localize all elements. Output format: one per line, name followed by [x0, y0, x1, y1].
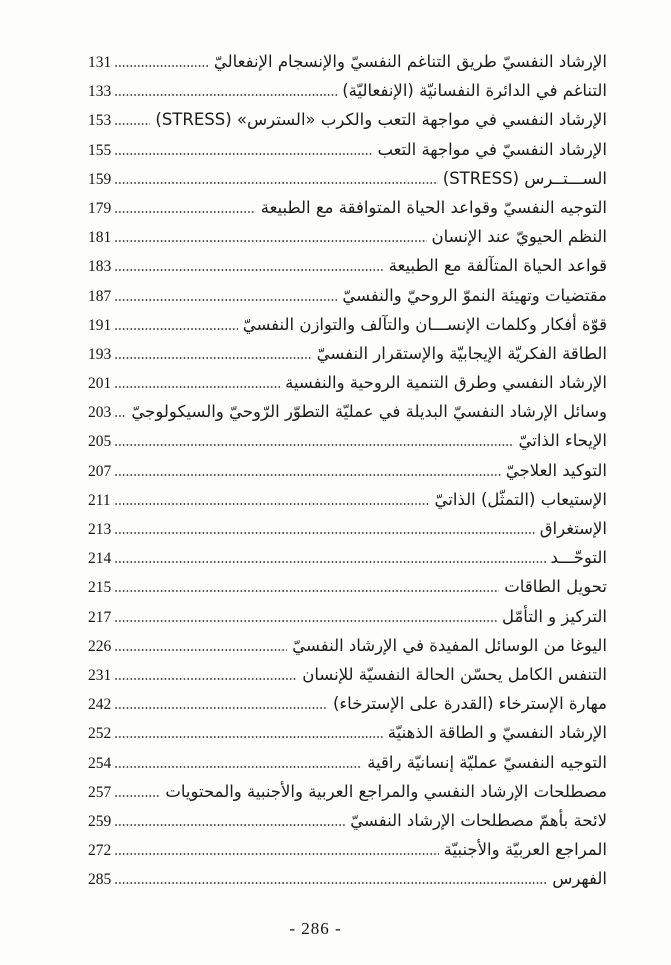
footer-page-number: - 286 - — [289, 919, 342, 938]
dotted-leader — [115, 824, 345, 826]
toc-entry-title: التناغم في الدائرة النفسانيّة (الإنفعاليّة) — [342, 81, 607, 101]
toc-entry-title: الإستيعاب (التمثّل) الذاتيّ — [434, 489, 607, 509]
toc-entry-title: التركيز و التأمّل — [501, 606, 607, 626]
toc-entry-title: الإيحاء الذاتيّ — [518, 431, 607, 451]
dotted-leader — [115, 123, 150, 125]
toc-entry — [88, 251, 607, 280]
toc-entry-title: التوجيه النفسيّ وقواعد الحياة المتوافقة مع الطبيعة — [260, 197, 607, 217]
toc-entry-title: الإستغراق — [539, 519, 607, 538]
toc-entry-title: التنفس الكامل يحسّن الحالة النفسيّة للإنسان — [302, 664, 607, 684]
toc-entry-title: التوجيه النفسيّ عمليّة إنسانيّة راقية — [367, 752, 607, 772]
toc-entry-page-number: 159 — [88, 170, 112, 188]
toc-entry-title: الإرشاد النفسي وطرق التنمية الروحية والنفسية — [285, 373, 607, 393]
toc-entry-title: الفهرس — [552, 869, 607, 889]
toc-entry — [88, 76, 607, 105]
toc-entry-page-number: 226 — [88, 637, 112, 655]
toc-entry-page-number: 254 — [88, 754, 112, 772]
toc-entry-title: قوّة أفكار وكلمات الإنســـان والتآلف والتوازن النفسيّ — [242, 314, 607, 334]
toc-entry-title: التوحّـــد — [550, 548, 607, 568]
dotted-leader — [115, 766, 362, 768]
dotted-leader — [115, 561, 545, 563]
toc-entry-page-number: 131 — [88, 54, 112, 71]
toc-entry-page-number: 259 — [88, 812, 112, 830]
dotted-leader — [115, 649, 287, 651]
toc-entry — [88, 748, 607, 777]
toc-entry — [88, 689, 607, 718]
dotted-leader — [115, 882, 547, 884]
dotted-leader — [115, 620, 497, 622]
dotted-leader — [115, 590, 499, 592]
toc-entry — [88, 718, 607, 747]
toc-entry-title: لائحة بأهمّ مصطلحات الإرشاد النفسيّ — [350, 810, 607, 830]
toc-list — [88, 47, 607, 893]
toc-entry-page-number: 193 — [88, 345, 112, 363]
toc-entry-page-number: 155 — [88, 141, 112, 159]
toc-entry-title: تحويل الطاقات — [504, 577, 607, 597]
toc-entry-page-number: 153 — [88, 112, 112, 130]
dotted-leader — [115, 182, 438, 184]
dotted-leader — [115, 853, 438, 855]
toc-entry-title: الإرشاد النفسيّ في مواجهة التعب — [377, 139, 607, 159]
toc-entry-page-number: 272 — [88, 842, 112, 860]
toc-entry — [88, 339, 607, 368]
toc-entry-page-number: 214 — [88, 550, 112, 568]
toc-entry-title: التوكيد العلاجيّ — [505, 460, 607, 480]
toc-entry — [88, 543, 607, 572]
toc-entry-title: مصطلحات الإرشاد النفسي والمراجع العربية والأجنبية والمحتويات — [165, 781, 607, 801]
toc-entry-page-number: 217 — [88, 608, 112, 626]
toc-entry — [88, 135, 607, 164]
toc-entry — [88, 602, 607, 631]
toc-entry-page-number: 179 — [88, 199, 112, 217]
toc-entry-page-number: 211 — [88, 491, 111, 509]
toc-entry-page-number: 242 — [88, 696, 112, 714]
toc-entry — [88, 485, 607, 514]
dotted-leader — [115, 240, 426, 242]
toc-entry-title: مهارة الإسترخاء (القدرة على الإسترخاء) — [332, 694, 607, 714]
toc-entry-page-number: 191 — [88, 316, 112, 334]
toc-entry-page-number: 187 — [88, 287, 112, 305]
dotted-leader — [115, 474, 501, 476]
dotted-leader — [115, 532, 535, 534]
toc-entry-page-number: 201 — [88, 375, 112, 393]
dotted-leader — [115, 153, 372, 155]
toc-entry — [88, 631, 607, 660]
toc-entry-title: الســـتــرس (STRESS) — [442, 168, 607, 188]
toc-entry-page-number: 213 — [88, 521, 112, 538]
toc-entry-page-number: 183 — [88, 258, 112, 276]
toc-entry — [88, 281, 607, 310]
toc-entry-page-number: 215 — [88, 579, 112, 597]
toc-entry — [88, 310, 607, 339]
dotted-leader — [115, 328, 237, 330]
dotted-leader — [115, 736, 383, 738]
toc-entry-title: النظم الحيويّ عند الإنسان — [431, 227, 607, 247]
dotted-leader — [115, 386, 280, 388]
toc-entry — [88, 222, 607, 251]
toc-entry — [88, 456, 607, 485]
toc-entry — [88, 660, 607, 689]
dotted-leader — [115, 415, 126, 417]
toc-entry-page-number: 205 — [88, 433, 112, 451]
toc-entry — [88, 835, 607, 864]
dotted-leader — [115, 707, 328, 709]
toc-entry-title: الإرشاد النفسي في مواجهة التعب والكرب «السترس» (STRESS) — [155, 110, 607, 130]
toc-entry — [88, 572, 607, 601]
toc-entry — [88, 514, 607, 543]
toc-entry-page-number: 257 — [88, 783, 112, 801]
toc-entry-title: مقتضيات وتهيئة النموّ الروحيّ والنفسيّ — [342, 285, 607, 305]
toc-entry — [88, 426, 607, 455]
toc-entry-page-number: 181 — [88, 229, 112, 247]
toc-entry — [88, 806, 607, 835]
toc-entry — [88, 105, 607, 134]
toc-entry — [88, 368, 607, 397]
toc-entry-title: الإرشاد النفسيّ و الطاقة الذهنيّة — [387, 723, 607, 743]
toc-entry — [88, 777, 607, 806]
dotted-leader — [115, 94, 337, 96]
toc-entry-page-number: 207 — [88, 462, 112, 480]
toc-entry-title: الإرشاد النفسيّ طريق التناغم النفسيّ والإنسجام الإنفعاليّ — [213, 52, 607, 71]
toc-entry-page-number: 252 — [88, 725, 112, 743]
toc-entry — [88, 397, 607, 426]
toc-entry-title: قواعد الحياة المتآلفة مع الطبيعة — [388, 256, 607, 276]
dotted-leader — [115, 678, 297, 680]
toc-entry-page-number: 203 — [88, 404, 112, 422]
dotted-leader — [115, 503, 430, 505]
dotted-leader — [115, 211, 255, 213]
dotted-leader — [115, 795, 160, 797]
toc-entry-page-number: 133 — [88, 83, 112, 101]
toc-entry-page-number: 231 — [88, 666, 112, 684]
toc-entry-title: اليوغا من الوسائل المفيدة في الإرشاد النفسيّ — [292, 635, 607, 655]
toc-entry — [88, 193, 607, 222]
toc-entry — [88, 864, 607, 893]
dotted-leader — [115, 299, 337, 301]
toc-entry — [88, 47, 607, 76]
dotted-leader — [115, 357, 311, 359]
toc-entry-title: وسائل الإرشاد النفسيّ البديلة في عمليّة التطوّر الرّوحيّ والسيكولوجيّ — [131, 402, 607, 422]
toc-entry — [88, 164, 607, 193]
dotted-leader — [115, 444, 513, 446]
toc-entry-page-number: 285 — [88, 871, 112, 889]
toc-entry-title: المراجع العربيّة والأجنبيّة — [443, 840, 607, 860]
dotted-leader — [115, 269, 383, 271]
dotted-leader — [115, 65, 209, 67]
toc-entry-title: الطاقة الفكريّة الإيجابيّة والإستقرار النفسيّ — [316, 343, 607, 363]
